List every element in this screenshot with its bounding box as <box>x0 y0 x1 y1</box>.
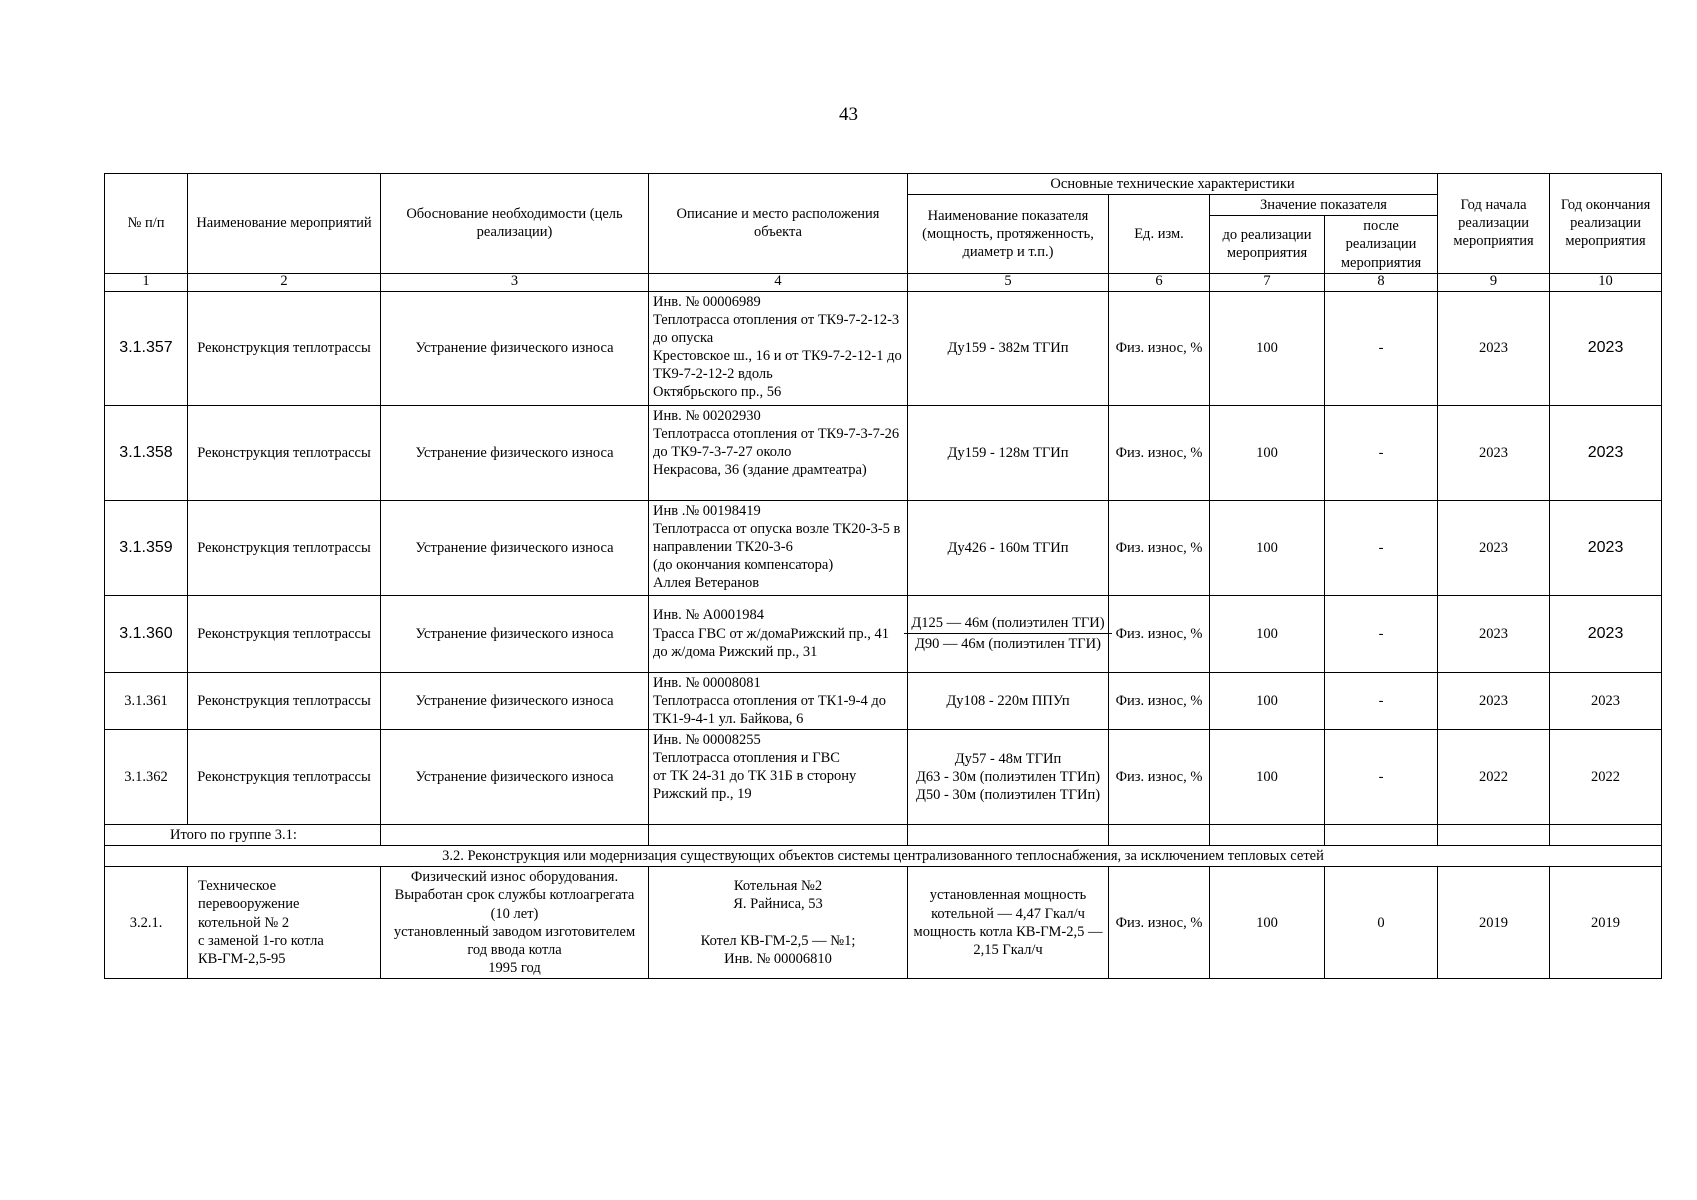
measure-name: Реконструкция теплотрассы <box>188 291 381 405</box>
end-year: 2019 <box>1550 867 1662 979</box>
object-description: Инв. № А0001984 Трасса ГВС от ж/домаРижский пр., 41 до ж/дома Рижский пр., 31 <box>649 595 908 672</box>
row-number: 3.1.360 <box>105 595 188 672</box>
empty-cell <box>649 825 908 846</box>
column-number: 7 <box>1210 273 1325 291</box>
end-year: 2023 <box>1550 291 1662 405</box>
value-before: 100 <box>1210 867 1325 979</box>
indicator-cell <box>908 595 1109 672</box>
justification: Устранение физического износа <box>381 405 649 500</box>
indicator-name: Ду57 - 48м ТГИп Д63 - 30м (полиэтилен ТГИп) Д50 - 30м (полиэтилен ТГИп) <box>908 730 1109 825</box>
header-description: Описание и место расположения объекта <box>649 174 908 274</box>
header-before: до реализации мероприятия <box>1210 216 1325 273</box>
end-year: 2023 <box>1550 672 1662 729</box>
object-description: Котельная №2 Я. Райниса, 53 Котел КВ-ГМ-2,5 — №1; Инв. № 00006810 <box>649 867 908 979</box>
indicator-name: Д125 — 46м (полиэтилен ТГИ) <box>911 615 1105 631</box>
indicator-name: Д90 — 46м (полиэтилен ТГИ) <box>904 633 1112 654</box>
indicator-name: Ду108 - 220м ППУп <box>908 672 1109 729</box>
start-year: 2023 <box>1438 595 1550 672</box>
value-before: 100 <box>1210 291 1325 405</box>
table-row <box>105 291 1662 405</box>
header-after: после реализации мероприятия <box>1325 216 1438 273</box>
start-year: 2023 <box>1438 672 1550 729</box>
indicator-name: установленная мощность котельной — 4,47 Гкал/ч мощность котла КВ-ГМ-2,5 —2,15 Гкал/ч <box>908 867 1109 979</box>
group-total-label: Итого по группе 3.1: <box>105 825 381 846</box>
table-row <box>105 730 1662 825</box>
column-number: 3 <box>381 273 649 291</box>
row-number: 3.1.357 <box>105 291 188 405</box>
value-before: 100 <box>1210 672 1325 729</box>
column-number: 2 <box>188 273 381 291</box>
measure-name: Техническое перевооружение котельной № 2 с заменой 1-го котла КВ-ГМ-2,5-95 <box>188 867 381 979</box>
measure-name: Реконструкция теплотрассы <box>188 672 381 729</box>
measure-name: Реконструкция теплотрассы <box>188 730 381 825</box>
table-row <box>105 672 1662 729</box>
row-number: 3.1.361 <box>105 672 188 729</box>
justification: Устранение физического износа <box>381 500 649 595</box>
measure-name: Реконструкция теплотрассы <box>188 500 381 595</box>
value-after: 0 <box>1325 867 1438 979</box>
object-description: Инв .№ 00198419 Теплотрасса от опуска возле ТК20-3-5 в направлении ТК20-3-6 (до окончания компенсатора) Аллея Ветеранов <box>649 500 908 595</box>
column-number: 6 <box>1109 273 1210 291</box>
empty-cell <box>1550 825 1662 846</box>
table-row <box>105 595 1662 672</box>
column-number: 4 <box>649 273 908 291</box>
header-unit: Ед. изм. <box>1109 195 1210 274</box>
justification: Устранение физического износа <box>381 672 649 729</box>
column-number: 8 <box>1325 273 1438 291</box>
value-after: - <box>1325 730 1438 825</box>
header-num: № п/п <box>105 174 188 274</box>
value-after: - <box>1325 291 1438 405</box>
unit: Физ. износ, % <box>1109 405 1210 500</box>
header-indicator-name: Наименование показателя (мощность, протяженность, диаметр и т.п.) <box>908 195 1109 274</box>
page-number: 43 <box>839 104 858 125</box>
column-number: 9 <box>1438 273 1550 291</box>
justification: Устранение физического износа <box>381 291 649 405</box>
start-year: 2023 <box>1438 291 1550 405</box>
end-year: 2023 <box>1550 500 1662 595</box>
object-description: Инв. № 00202930 Теплотрасса отопления от ТК9-7-3-7-26 до ТК9-7-3-7-27 около Некрасова, 36 (здание драмтеатра) <box>649 405 908 500</box>
end-year: 2022 <box>1550 730 1662 825</box>
row-number: 3.1.359 <box>105 500 188 595</box>
indicator-name: Ду426 - 160м ТГИп <box>908 500 1109 595</box>
unit: Физ. износ, % <box>1109 867 1210 979</box>
unit: Физ. износ, % <box>1109 595 1210 672</box>
value-before: 100 <box>1210 500 1325 595</box>
object-description: Инв. № 00008255 Теплотрасса отопления и ГВС от ТК 24-31 до ТК 31Б в сторону Рижский пр., 19 <box>649 730 908 825</box>
column-number: 10 <box>1550 273 1662 291</box>
header-value-group: Значение показателя <box>1210 195 1438 216</box>
unit: Физ. износ, % <box>1109 500 1210 595</box>
value-before: 100 <box>1210 405 1325 500</box>
measures-table <box>104 173 1662 979</box>
start-year: 2022 <box>1438 730 1550 825</box>
group-total-row <box>105 825 1662 846</box>
end-year: 2023 <box>1550 405 1662 500</box>
empty-cell <box>381 825 649 846</box>
start-year: 2019 <box>1438 867 1550 979</box>
column-number: 1 <box>105 273 188 291</box>
justification: Устранение физического износа <box>381 730 649 825</box>
table-row <box>105 500 1662 595</box>
column-number: 5 <box>908 273 1109 291</box>
value-before: 100 <box>1210 595 1325 672</box>
row-number: 3.1.358 <box>105 405 188 500</box>
object-description: Инв. № 00006989 Теплотрасса отопления от ТК9-7-2-12-3 до опуска Крестовское ш., 16 и от ТК9-7-2-12-1 до ТК9-7-2-12-2 вдоль Октябрьского пр., 56 <box>649 291 908 405</box>
header-tech-group: Основные технические характеристики <box>908 174 1438 195</box>
measure-name: Реконструкция теплотрассы <box>188 595 381 672</box>
empty-cell <box>1109 825 1210 846</box>
unit: Физ. износ, % <box>1109 730 1210 825</box>
measure-name: Реконструкция теплотрассы <box>188 405 381 500</box>
value-before: 100 <box>1210 730 1325 825</box>
indicator-name: Ду159 - 128м ТГИп <box>908 405 1109 500</box>
start-year: 2023 <box>1438 500 1550 595</box>
header-start-year: Год начала реализации мероприятия <box>1438 174 1550 274</box>
value-after: - <box>1325 405 1438 500</box>
section-title: 3.2. Реконструкция или модернизация существующих объектов системы централизованного теплоснабжения, за исключением тепловых сетей <box>105 846 1662 867</box>
section-header-row <box>105 846 1662 867</box>
start-year: 2023 <box>1438 405 1550 500</box>
value-after: - <box>1325 672 1438 729</box>
table-row <box>105 405 1662 500</box>
justification: Устранение физического износа <box>381 595 649 672</box>
value-after: - <box>1325 595 1438 672</box>
end-year: 2023 <box>1550 595 1662 672</box>
table-row <box>105 867 1662 979</box>
empty-cell <box>1210 825 1325 846</box>
header-name: Наименование мероприятий <box>188 174 381 274</box>
header-justification: Обоснование необходимости (цель реализации) <box>381 174 649 274</box>
header-end-year: Год окончания реализации мероприятия <box>1550 174 1662 274</box>
empty-cell <box>908 825 1109 846</box>
empty-cell <box>1438 825 1550 846</box>
row-number: 3.1.362 <box>105 730 188 825</box>
object-description: Инв. № 00008081 Теплотрасса отопления от ТК1-9-4 до ТК1-9-4-1 ул. Байкова, 6 <box>649 672 908 729</box>
indicator-name: Ду159 - 382м ТГИп <box>908 291 1109 405</box>
unit: Физ. износ, % <box>1109 291 1210 405</box>
justification: Физический износ оборудования. Выработан срок службы котлоагрегата (10 лет) установленный заводом изготовителем год ввода котла 1995 год <box>381 867 649 979</box>
row-number: 3.2.1. <box>105 867 188 979</box>
value-after: - <box>1325 500 1438 595</box>
empty-cell <box>1325 825 1438 846</box>
unit: Физ. износ, % <box>1109 672 1210 729</box>
